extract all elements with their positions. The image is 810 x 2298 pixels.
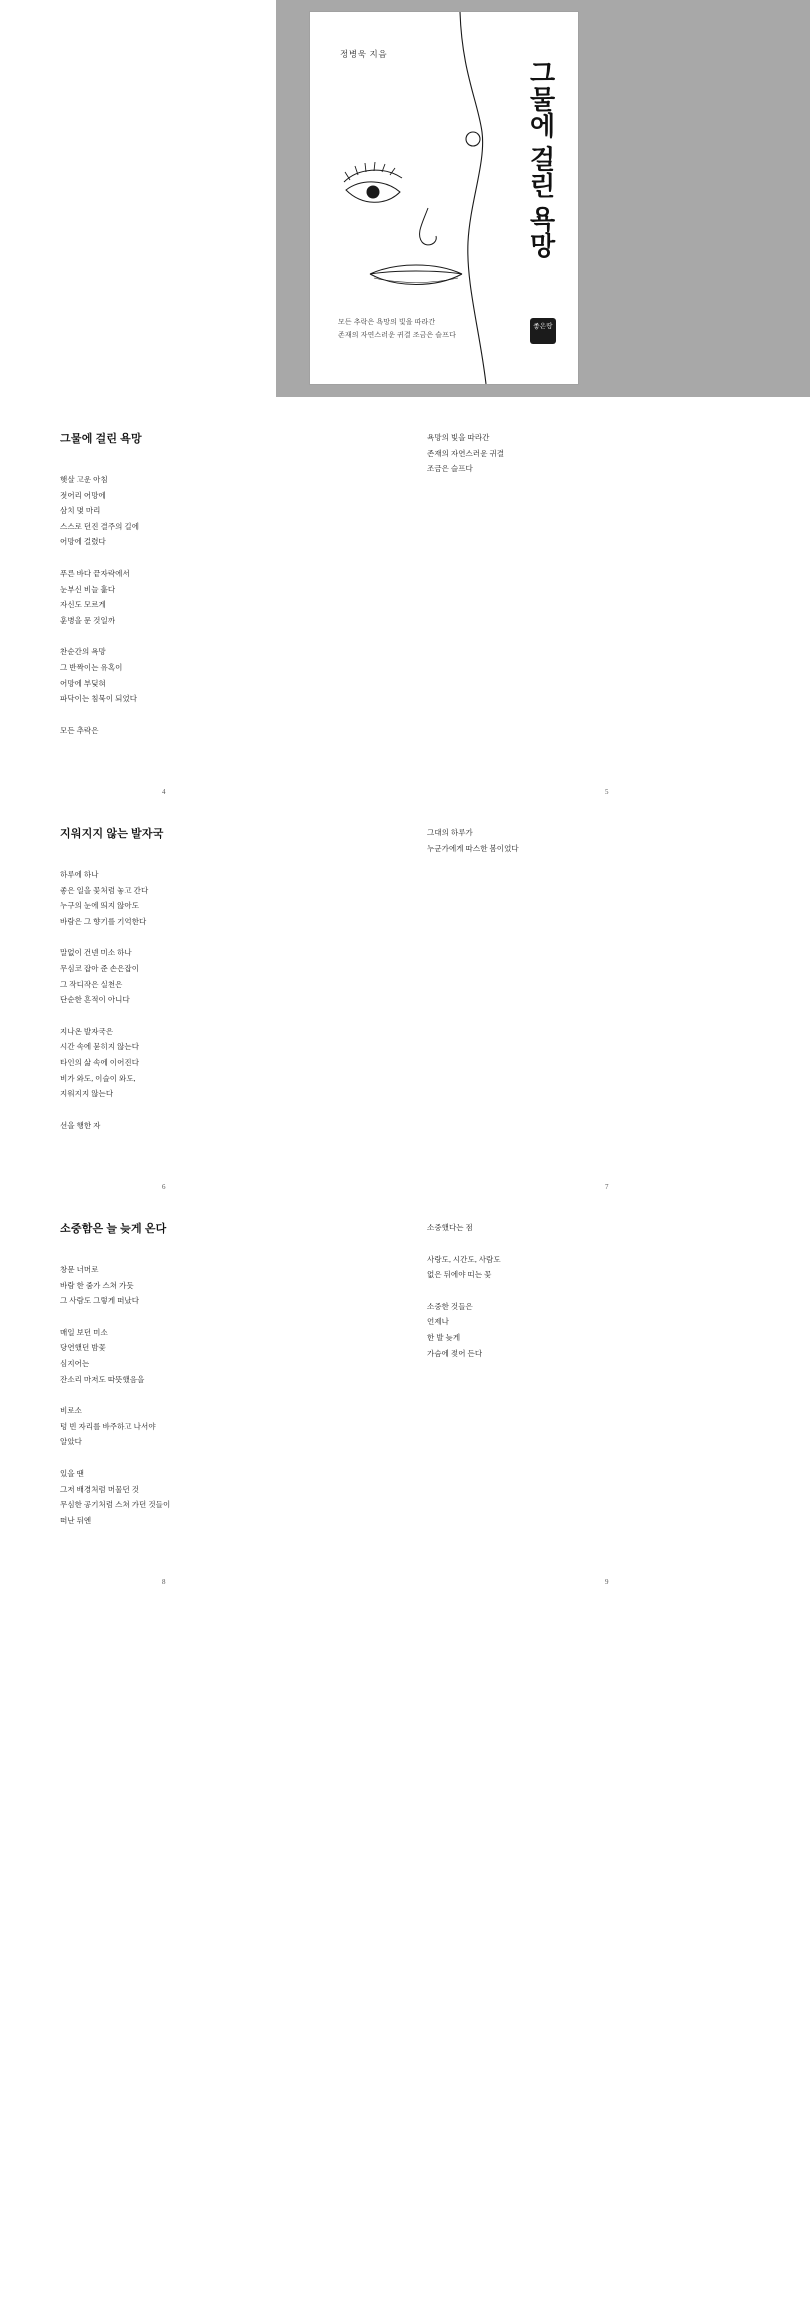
- page-4: [0, 430, 405, 820]
- poem-line: 말없이 건넨 미소 하나: [60, 948, 132, 958]
- poem-line: 젓어리 어망에: [60, 490, 106, 500]
- poem-line: 훈병을 문 것일까: [60, 615, 116, 625]
- poem-line: 찬순간의 욕망: [60, 647, 106, 657]
- page-8: [0, 1220, 405, 1610]
- poem-line: 창문 너머로: [60, 1265, 99, 1274]
- stanza: [60, 867, 340, 929]
- poem-line: 파닥이는 침묵이 되었다: [60, 694, 138, 704]
- poem-line: 알았다: [60, 1437, 82, 1447]
- page-9: [405, 1220, 810, 1610]
- stanza: [60, 1466, 340, 1528]
- poem-line: 누구의 눈에 띄지 않아도: [60, 901, 140, 911]
- poem-line: 하루에 하나: [60, 870, 99, 879]
- poem-line: 사랑도, 시간도, 사람도: [427, 1254, 501, 1264]
- poem-title: 지워지지 않는 발자국: [60, 828, 164, 840]
- spread-4-5: [0, 430, 810, 820]
- page-number: 5: [605, 788, 609, 796]
- page-6: [0, 825, 405, 1215]
- poem-line: 그 사람도 그렇게 떠났다: [60, 1296, 140, 1306]
- publisher-logo: 좋은땅: [530, 318, 556, 344]
- poem-line: 모든 추락은: [60, 725, 99, 735]
- poem-line: 어망에 부딪혀: [60, 678, 106, 688]
- poem-line: 잔소리 마저도 따뜻했음을: [60, 1374, 145, 1384]
- stanza: [427, 825, 707, 856]
- stanza: [427, 1220, 707, 1236]
- poem-line: 무심한 공기처럼 스쳐 가던 것들이: [60, 1500, 171, 1510]
- poem-line: 어망에 걸렸다: [60, 537, 106, 547]
- poem-body: [60, 867, 340, 1133]
- poem-line: 바람 한 줌가 스쳐 가듯: [60, 1280, 134, 1290]
- poem-line: 스스로 던진 결주의 길에: [60, 521, 140, 531]
- poem-line: 존재의 자연스러운 귀결: [427, 448, 505, 458]
- cover-author: 정병욱 지음: [340, 49, 388, 59]
- stanza: [60, 566, 340, 628]
- poem-line: 선을 행한 자: [60, 1120, 101, 1130]
- poem-line: 그저 배경처럼 머물던 것: [60, 1484, 140, 1494]
- poem-line: 비가 와도, 이슬이 와도,: [60, 1073, 136, 1083]
- poem-line: 욕망의 빛을 따라간: [427, 433, 490, 442]
- page-5: [405, 430, 810, 820]
- poem-line: 지나온 발자국은: [60, 1026, 114, 1036]
- poem-line: 누군가에게 따스한 봄이었다: [427, 843, 519, 853]
- poem-line: 당연했던 밤꽃: [60, 1343, 106, 1353]
- poem-line: 단순한 흔적이 아니다: [60, 995, 130, 1005]
- stanza: [60, 644, 340, 706]
- page-number: 9: [605, 1578, 609, 1586]
- poem-line: 심지어는: [60, 1358, 90, 1368]
- stanza: [60, 945, 340, 1007]
- poem-line: 텅 빈 자리를 바주하고 나서야: [60, 1421, 156, 1431]
- poem-line: 좋은 일을 꽃처럼 놓고 간다: [60, 885, 149, 895]
- page-number: 4: [162, 788, 166, 796]
- poem-body: [427, 1220, 707, 1361]
- poem-line: 소중했다는 점: [427, 1223, 473, 1232]
- stanza: [427, 1299, 707, 1361]
- poem-line: 바람은 그 향기를 기억한다: [60, 916, 147, 926]
- stanza: [60, 1118, 340, 1134]
- poem-title: 소중함은 늘 늦게 온다: [60, 1223, 167, 1235]
- stanza: [427, 430, 707, 477]
- poem-line: 그대의 하루가: [427, 828, 473, 837]
- poem-line: 조금은 슬프다: [427, 464, 473, 474]
- stanza: [60, 1024, 340, 1102]
- poem-line: 한 발 늦게: [427, 1332, 461, 1342]
- poem-line: 무심코 잡아 준 손은잡이: [60, 963, 140, 973]
- stanza: [60, 723, 340, 739]
- stanza: [60, 1403, 340, 1450]
- poem-line: 타인의 삶 속에 이어진다: [60, 1057, 140, 1067]
- cover-subtitle-line: 존재의 자연스러운 귀결 조금은 슬프다: [338, 331, 456, 340]
- stanza: [60, 1262, 340, 1309]
- poem-line: 지워지지 않는다: [60, 1089, 114, 1099]
- spread-8-9: [0, 1220, 810, 1610]
- poem-line: 눈부신 비늘 훑다: [60, 584, 116, 594]
- stanza: [60, 1325, 340, 1387]
- poem-body: [427, 825, 707, 856]
- cover-title: 그물에 걸린 욕망: [526, 59, 555, 259]
- book-cover: [310, 12, 578, 384]
- poem-title: 그물에 걸린 욕망: [60, 433, 142, 445]
- poem-line: 삼치 몇 마리: [60, 506, 101, 516]
- poem-line: 자신도 모르게: [60, 600, 106, 610]
- poem-body: [60, 472, 340, 738]
- poem-line: 푸른 바다 끝자락에서: [60, 568, 130, 578]
- page-number: 8: [162, 1578, 166, 1586]
- poem-line: 언제나: [427, 1317, 449, 1327]
- cover-subtitle: [338, 316, 456, 342]
- stanza: [60, 472, 340, 550]
- poem-line: 있을 땐: [60, 1468, 84, 1478]
- poem-line: 그 반짝이는 유혹이: [60, 662, 123, 672]
- poem-line: 없은 뒤에야 띠는 꽃: [427, 1270, 492, 1280]
- poem-line: 햇살 고운 아침: [60, 475, 108, 484]
- stanza: [427, 1252, 707, 1283]
- poem-line: 매일 보던 미소: [60, 1327, 108, 1337]
- poem-line: 시간 속에 묻히지 않는다: [60, 1042, 140, 1052]
- page-number: 6: [162, 1183, 166, 1191]
- page-7: [405, 825, 810, 1215]
- poem-line: 비로소: [60, 1406, 82, 1416]
- page-number: 7: [605, 1183, 609, 1191]
- poem-body: [427, 430, 707, 477]
- poem-line: 가슴에 젖어 든다: [427, 1348, 483, 1358]
- poem-body: [60, 1262, 340, 1528]
- spread-6-7: [0, 825, 810, 1215]
- poem-line: 떠난 뒤엔: [60, 1515, 92, 1525]
- poem-line: 그 작디작은 실천은: [60, 979, 123, 989]
- poem-line: 소중한 것들은: [427, 1301, 473, 1311]
- cover-subtitle-line: 모든 추락은 욕망의 빛을 따라간: [338, 318, 436, 327]
